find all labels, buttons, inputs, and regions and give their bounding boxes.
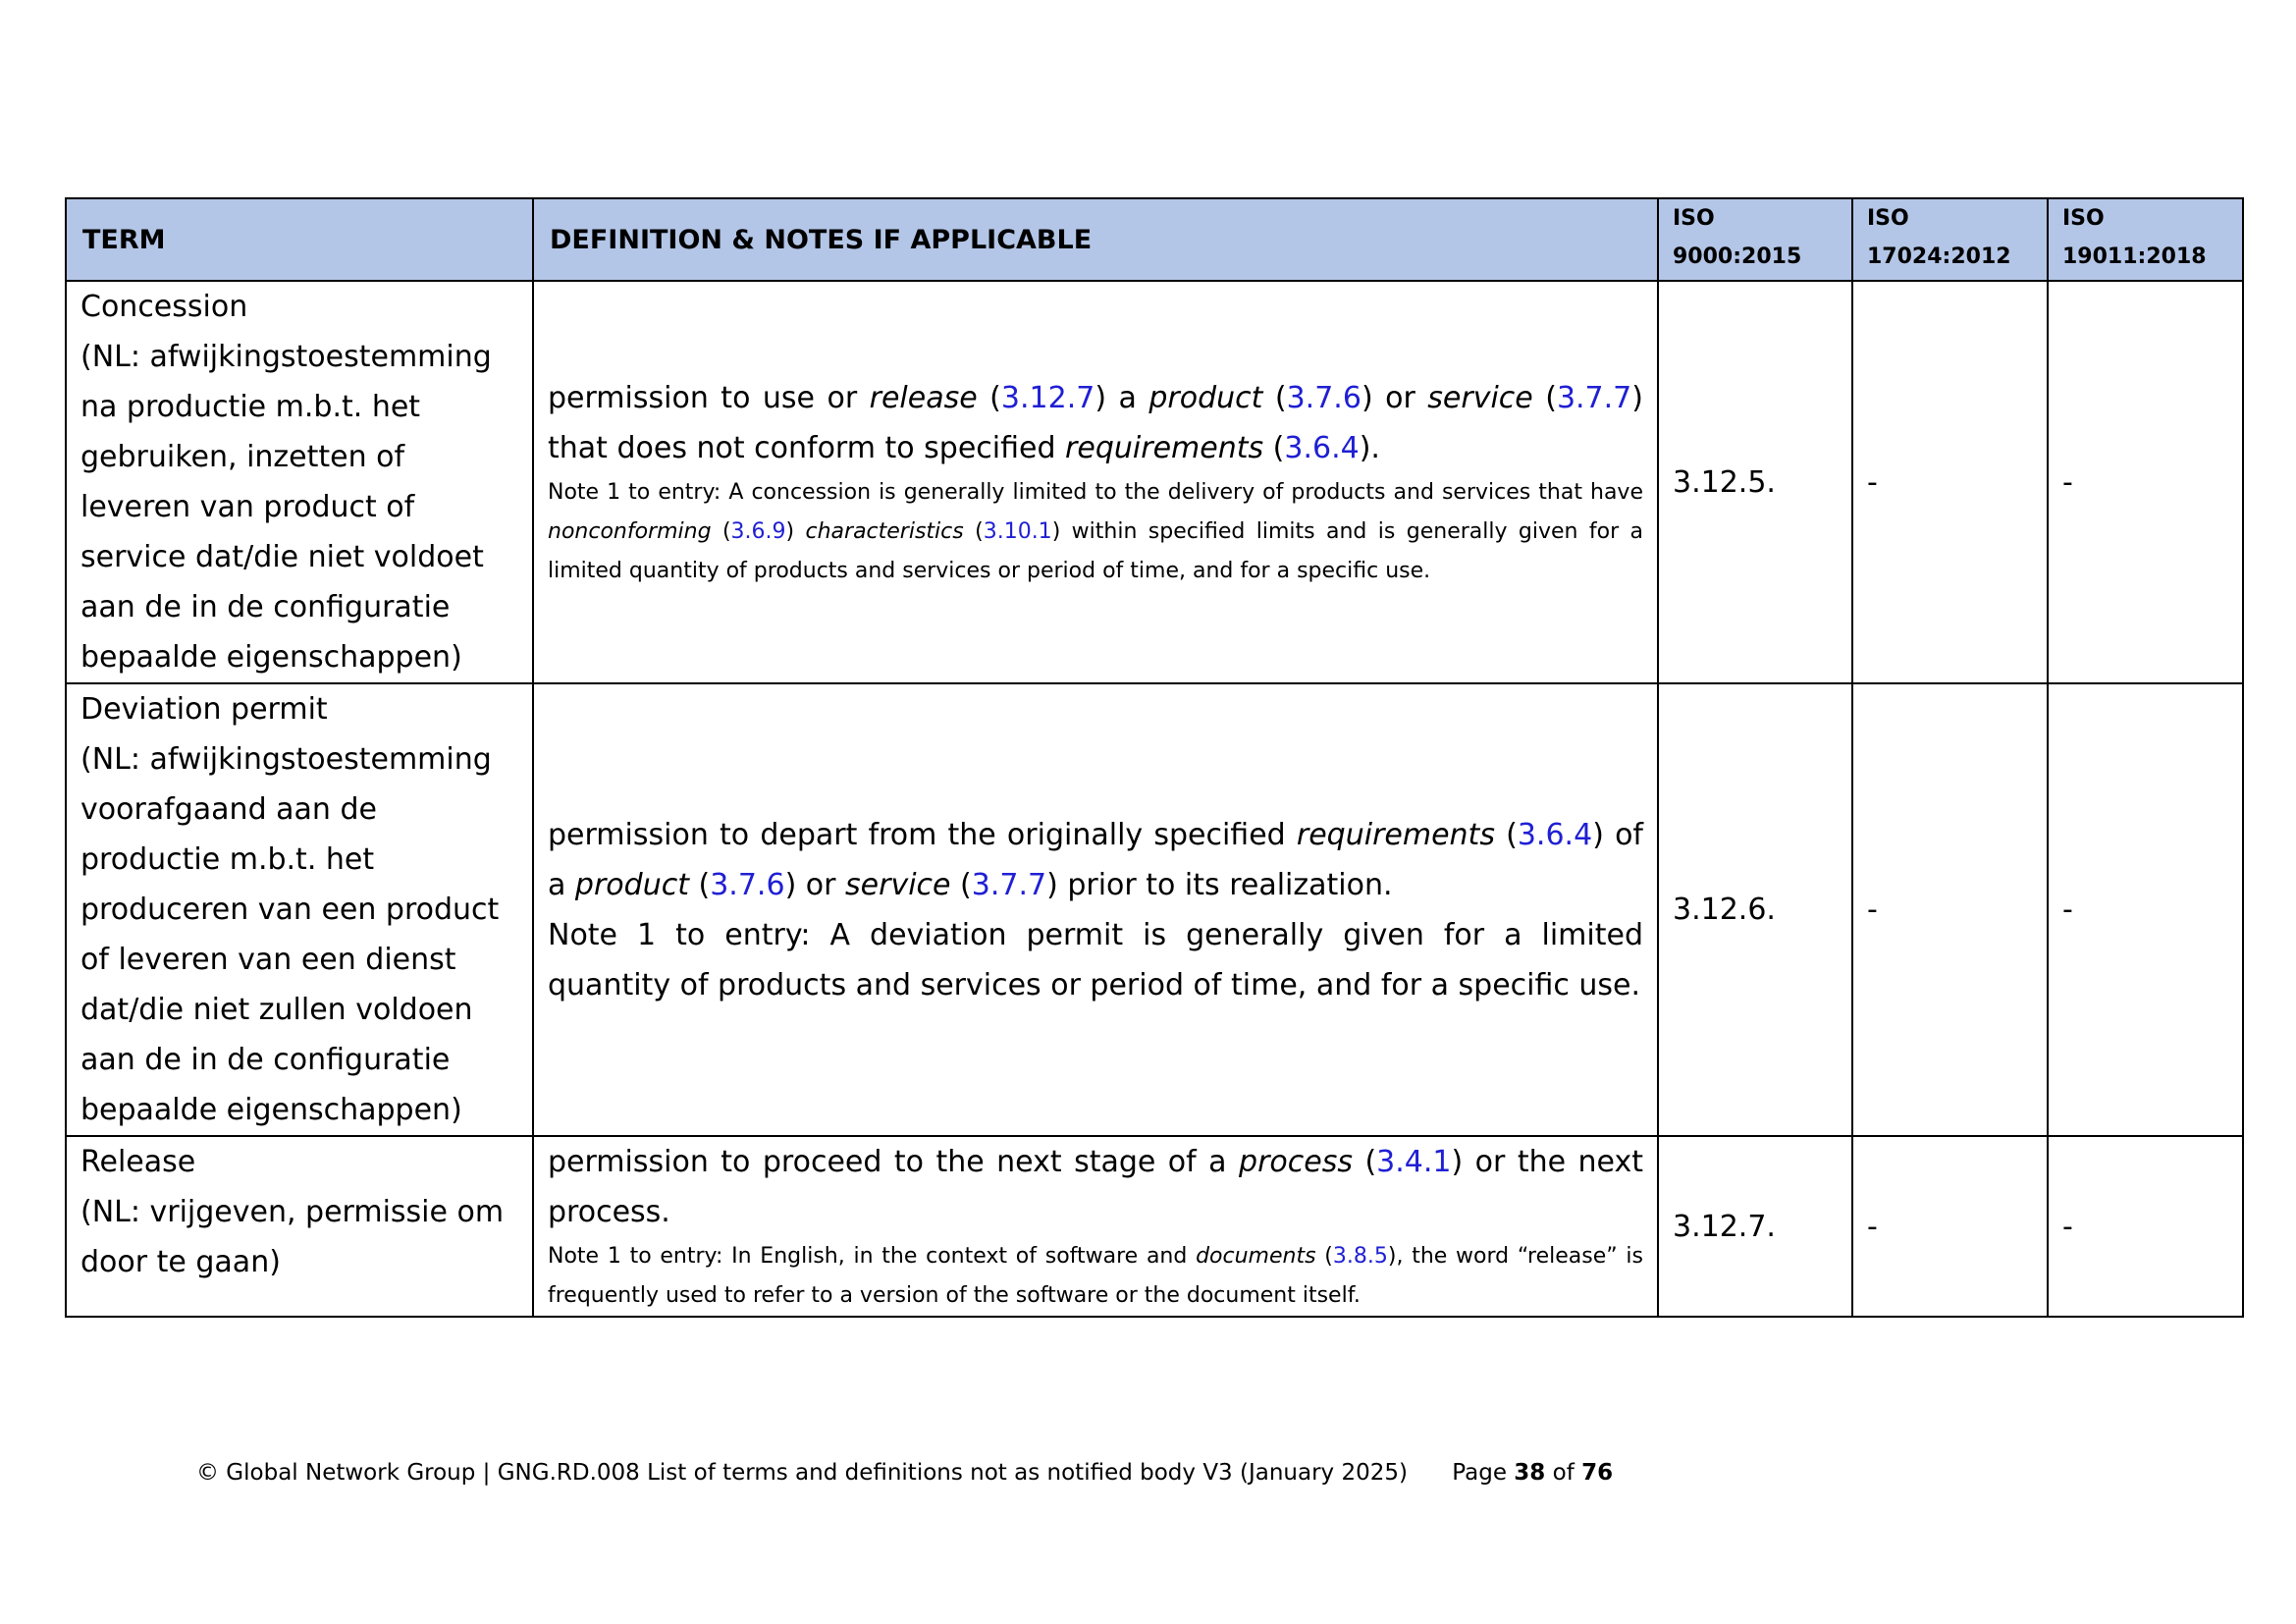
reference-link[interactable]: 3.8.5 [1332, 1244, 1388, 1269]
iso-9000-value: 3.12.7. [1658, 1136, 1852, 1317]
iso-17024-value: - [1852, 281, 2048, 683]
of-label: of [1552, 1460, 1575, 1486]
term-name: Concession [80, 290, 248, 324]
reference-link[interactable]: 3.7.6 [1286, 381, 1362, 415]
term-translation: (NL: afwijkingstoestemming na productie m.b.t. het gebruiken, inzetten of leveren van product of service dat/die niet voldoet aan de in de configuratie bepaalde eigenschappen) [80, 340, 492, 675]
footer-text: © Global Network Group | GNG.RD.008 List of terms and definitions not as notified body V3 (January 2025) [196, 1460, 1408, 1486]
header-iso-9000-year: 9000:2015 [1673, 244, 1802, 269]
table-row-release [66, 1136, 2243, 1317]
reference-link[interactable]: 3.7.6 [710, 867, 785, 902]
table-header-row [66, 198, 2243, 281]
definition-cell [533, 1136, 1658, 1317]
terms-table [65, 197, 2244, 1318]
definition-note: Note 1 to entry: In English, in the context of software and documents (3.8.5), the word “release” is frequently used to refer to a version of the software or the document itself. [548, 1244, 1643, 1308]
header-iso-9000-name: ISO [1673, 206, 1715, 231]
table-row-deviation-permit [66, 683, 2243, 1136]
header-iso-19011 [2048, 198, 2243, 281]
definition-note: Note 1 to entry: A concession is generally limited to the delivery of products and services that have nonconforming (3.6.9) characteristics (3.10.1) within specified limits and is generally given for a limited quantity of products and services or period of time, and for a specific use. [548, 480, 1643, 583]
header-definition: DEFINITION & NOTES IF APPLICABLE [533, 198, 1658, 281]
term-name: Deviation permit [80, 692, 328, 727]
reference-link[interactable]: 3.6.4 [1517, 817, 1593, 852]
page-number: 38 [1514, 1460, 1546, 1486]
header-iso-17024-name: ISO [1867, 206, 1909, 231]
page-label: Page [1452, 1460, 1507, 1486]
term-translation: (NL: afwijkingstoestemming voorafgaand aan de productie m.b.t. het produceren van een product of leveren van een dienst dat/die niet zullen voldoen aan de in de configuratie bepaalde eigenschappen) [80, 742, 500, 1127]
reference-link[interactable]: 3.10.1 [983, 519, 1052, 544]
page-indicator [1452, 1460, 1613, 1486]
definition-cell [533, 281, 1658, 683]
definition-text: permission to proceed to the next stage of a process (3.4.1) or the next process. [548, 1145, 1643, 1229]
iso-9000-value: 3.12.6. [1658, 683, 1852, 1136]
term-name: Release [80, 1145, 196, 1179]
iso-19011-value: - [2048, 281, 2243, 683]
header-iso-17024-year: 17024:2012 [1867, 244, 2011, 269]
iso-17024-value: - [1852, 683, 2048, 1136]
reference-link[interactable]: 3.6.9 [730, 519, 786, 544]
definition-cell [533, 683, 1658, 1136]
header-iso-9000 [1658, 198, 1852, 281]
header-iso-19011-name: ISO [2062, 206, 2105, 231]
iso-19011-value: - [2048, 683, 2243, 1136]
definition-text: permission to use or release (3.12.7) a product (3.7.6) or service (3.7.7) that does not conform to specified requirements (3.6.4). [548, 381, 1643, 465]
term-cell [66, 281, 533, 683]
reference-link[interactable]: 3.7.7 [971, 867, 1047, 902]
table-row-concession [66, 281, 2243, 683]
reference-link[interactable]: 3.7.7 [1556, 381, 1632, 415]
iso-17024-value: - [1852, 1136, 2048, 1317]
reference-link[interactable]: 3.6.4 [1284, 431, 1360, 465]
iso-19011-value: - [2048, 1136, 2243, 1317]
reference-link[interactable]: 3.12.7 [1000, 381, 1095, 415]
definition-text: permission to depart from the originally specified requirements (3.6.4) of a product (3.7.6) or service (3.7.7) prior to its realization. [548, 817, 1643, 902]
header-iso-17024 [1852, 198, 2048, 281]
page-total: 76 [1581, 1460, 1614, 1486]
page-footer [196, 1460, 1613, 1486]
term-cell [66, 683, 533, 1136]
header-term: TERM [66, 198, 533, 281]
term-cell [66, 1136, 533, 1317]
iso-9000-value: 3.12.5. [1658, 281, 1852, 683]
reference-link[interactable]: 3.4.1 [1376, 1145, 1452, 1179]
term-translation: (NL: vrijgeven, permissie om door te gaan) [80, 1195, 505, 1279]
definition-note: Note 1 to entry: A deviation permit is generally given for a limited quantity of products and services or period of time, and for a specific use. [548, 917, 1643, 1002]
header-iso-19011-year: 19011:2018 [2062, 244, 2207, 269]
